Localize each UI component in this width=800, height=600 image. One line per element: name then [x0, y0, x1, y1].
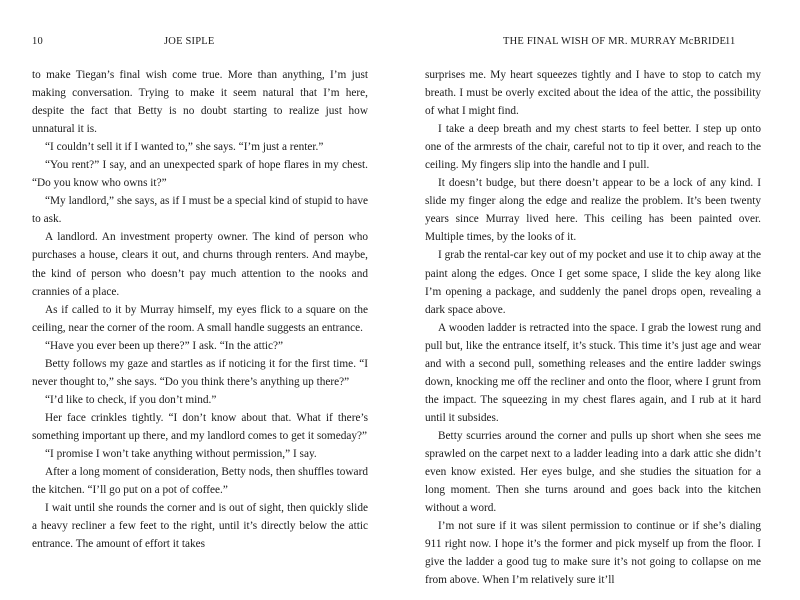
running-head: THE FINAL WISH OF MR. MURRAY McBRIDE	[503, 36, 727, 47]
paragraph: Her face crinkles tightly. “I don’t know about that. What if there’s something important up there, and my landlord comes to get it someday?”	[32, 411, 368, 442]
paragraph: I grab the rental-car key out of my pocket and use it to chip away at the paint along the edges. Once I get some space, I slide the key along like I’m opening a package, and suddenly the panel drops open, revealing a dark space above.	[425, 249, 761, 316]
paragraph: A landlord. An investment property owner. The kind of person who purchases a house, clears it out, and churns through renters. And maybe, the kind of person who doesn’t pay much attention to the nooks and crannies of a place.	[32, 231, 368, 298]
paragraph: Betty scurries around the corner and pulls up short when she sees me sprawled on the carpet next to a ladder leading into a dark attic she didn’t even know existed. Her eyes bulge, and she studies the situation for a long moment. Then she turns around and goes back into the kitchen without a word.	[425, 429, 761, 515]
paragraph: It doesn’t budge, but there doesn’t appear to be a lock of any kind. I slide my finger along the edge and realize the problem. It’s been twenty years since Murray lived here. This ceiling has been painted over. Multiple times, by the looks of it.	[425, 177, 761, 244]
paragraph: I take a deep breath and my chest starts to feel better. I step up onto one of the armrests of the chair, careful not to tip it over, and reach to the ceiling. My fingers slip into the handle and I pull.	[425, 123, 761, 172]
paragraph: “Have you ever been up there?” I ask. “In the attic?”	[45, 339, 284, 352]
paragraph: I wait until she rounds the corner and is out of sight, then quickly slide a heavy recliner a few feet to the right, until it’s directly below the attic entrance. The amount of effort it takes	[32, 502, 368, 551]
page-body	[425, 66, 761, 589]
running-head: JOE SIPLE	[164, 36, 215, 47]
paragraph: “I couldn’t sell it if I wanted to,” she says. “I’m just a renter.”	[45, 141, 324, 154]
paragraph: “You rent?” I say, and an unexpected spark of hope flares in my chest. “Do you know who owns it?”	[32, 159, 368, 190]
paragraph: “My landlord,” she says, as if I must be a special kind of stupid to have to ask.	[32, 195, 368, 226]
paragraph: After a long moment of consideration, Betty nods, then shuffles toward the kitchen. “I’ll go put on a pot of coffee.”	[32, 466, 368, 497]
paragraph: As if called to it by Murray himself, my eyes flick to a square on the ceiling, near the corner of the room. A small handle suggests an entrance.	[32, 303, 368, 334]
paragraph: surprises me. My heart squeezes tightly and I have to stop to catch my breath. I must be overly excited about the idea of the attic, the possibility of what I might find.	[425, 69, 761, 118]
paragraph: Betty follows my gaze and startles as if noticing it for the first time. “I never thought to,” she says. “Do you think there’s anything up there?”	[32, 357, 368, 388]
page-number: 11	[725, 36, 736, 47]
right-page	[400, 0, 800, 600]
page-number: 10	[32, 36, 43, 47]
paragraph: “I’d like to check, if you don’t mind.”	[45, 393, 217, 406]
paragraph: I’m not sure if it was silent permission to continue or if she’s dialing 911 right now. I hope it’s the former and pick myself up from the floor. I give the ladder a good tug to make sure it’s not going to collapse on me from above. When I’m relatively sure it’ll	[425, 520, 761, 587]
paragraph: A wooden ladder is retracted into the space. I grab the lowest rung and pull but, like the entrance itself, it’s stuck. This time it’s just age and wear and with a second pull, something releases and the entire ladder swings down, knocking me off the recliner and onto the floor, where I grunt from the impact. The squeezing in my chest flares again, and I rub at it hard until it subsides.	[425, 321, 761, 424]
page-body	[32, 66, 368, 553]
paragraph: to make Tiegan’s final wish come true. More than anything, I’m just making conversation. Trying to make it seem natural that I’m here, despite the fact that Betty is no doubt starting to realize just how unnatural it is.	[32, 69, 368, 136]
paragraph: “I promise I won’t take anything without permission,” I say.	[45, 447, 317, 460]
